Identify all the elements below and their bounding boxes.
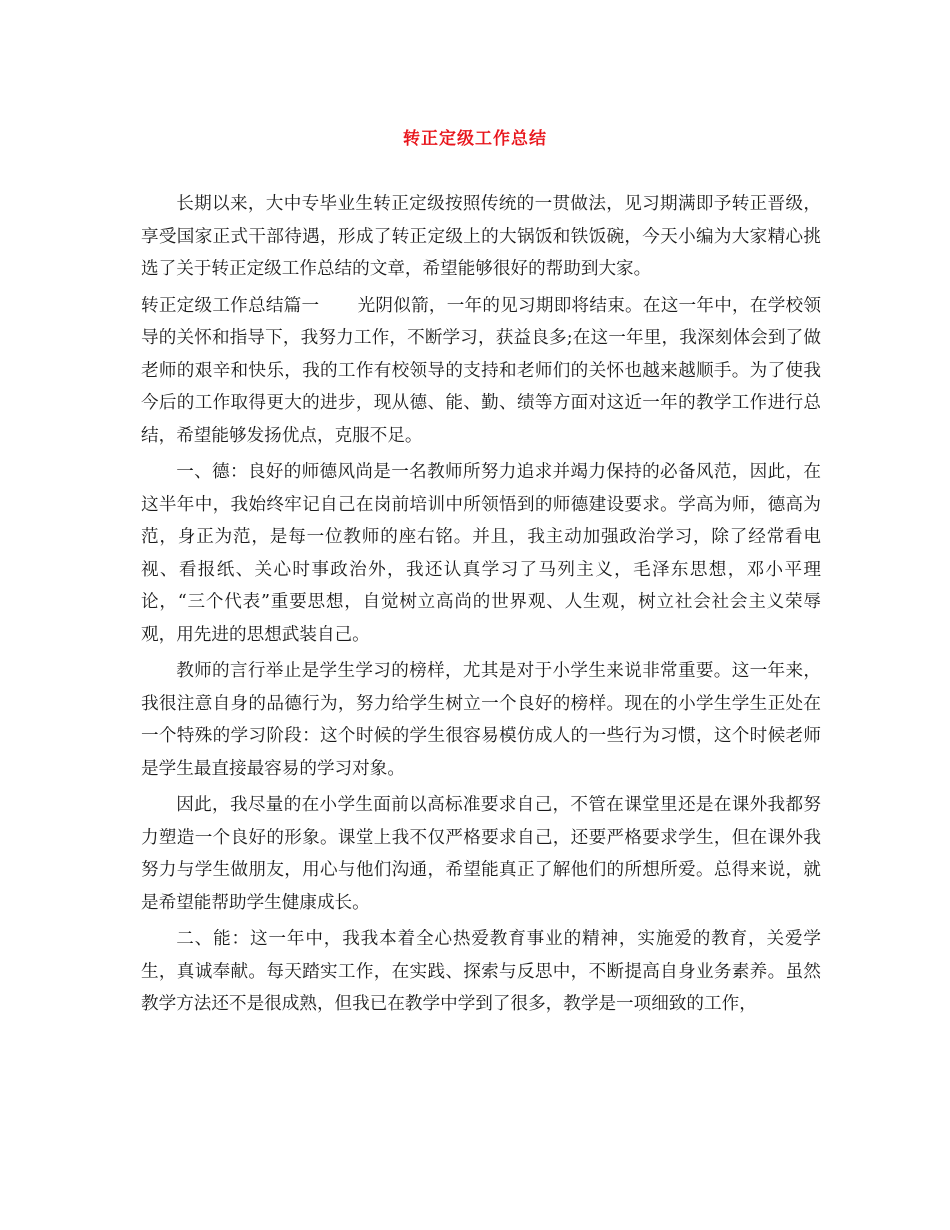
ability-paragraph: 二、能：这一年中，我我本着全心热爱教育事业的精神，实施爱的教育，关爱学生，真诚奉献。每天踏实工作，在实践、探索与反思中，不断提高自身业务素养。虽然教学方法还不是很成熟，但我已在教学中学到了很多，教学是一项细致的工作，: [141, 929, 821, 1014]
standards-paragraph: 因此，我尽量的在小学生面前以高标准要求自己，不管在课堂里还是在课外我都努力塑造一个良好的形象。课堂上我不仅严格要求自己，还要严格要求学生，但在课外我努力与学生做朋友，用心与他们沟通，希望能真正了解他们的所想所爱。总得来说，就是希望能帮助学生健康成长。: [141, 795, 821, 913]
document-body: [141, 188, 821, 1025]
section-text: 光阴似箭，一年的见习期即将结束。在这一年中，在学校领导的关怀和指导下，我努力工作，不断学习，获益良多;在这一年里，我深刻体会到了做老师的艰辛和快乐，我的工作有校领导的支持和老师们的关怀也越来越顺手。为了使我今后的工作取得更大的进步，现从德、能、勤、绩等方面对这近一年的教学工作进行总结，希望能够发扬优点，克服不足。: [141, 295, 821, 446]
document-title: 转正定级工作总结: [403, 129, 547, 149]
section-paragraph: [141, 290, 821, 453]
role-model-paragraph: 教师的言行举止是学生学习的榜样，尤其是对于小学生来说非常重要。这一年来，我很注意自身的品德行为，努力给学生树立一个良好的榜样。现在的小学生学生正处在一个特殊的学习阶段：这个时候的学生很容易模仿成人的一些行为习惯，这个时候老师是学生最直接最容易的学习对象。: [141, 661, 821, 779]
intro-paragraph: 长期以来，大中专毕业生转正定级按照传统的一贯做法，见习期满即予转正晋级，享受国家正式干部待遇，形成了转正定级上的大锅饭和铁饭碗，今天小编为大家精心挑选了关于转正定级工作总结的文章，希望能够很好的帮助到大家。: [141, 194, 821, 279]
section-heading: 转正定级工作总结篇一: [141, 295, 320, 316]
virtue-paragraph: 一、德：良好的师德风尚是一名教师所努力追求并竭力保持的必备风范，因此，在这半年中，我始终牢记自己在岗前培训中所领悟到的师德建设要求。学高为师，德高为范，身正为范，是每一位教师的座右铭。并且，我主动加强政治学习，除了经常看电视、看报纸、关心时事政治外，我还认真学习了马列主义，毛泽东思想，邓小平理论，“三个代表”重要思想，自觉树立高尚的世界观、人生观，树立社会社会主义荣辱观，用先进的思想武装自己。: [141, 462, 821, 645]
